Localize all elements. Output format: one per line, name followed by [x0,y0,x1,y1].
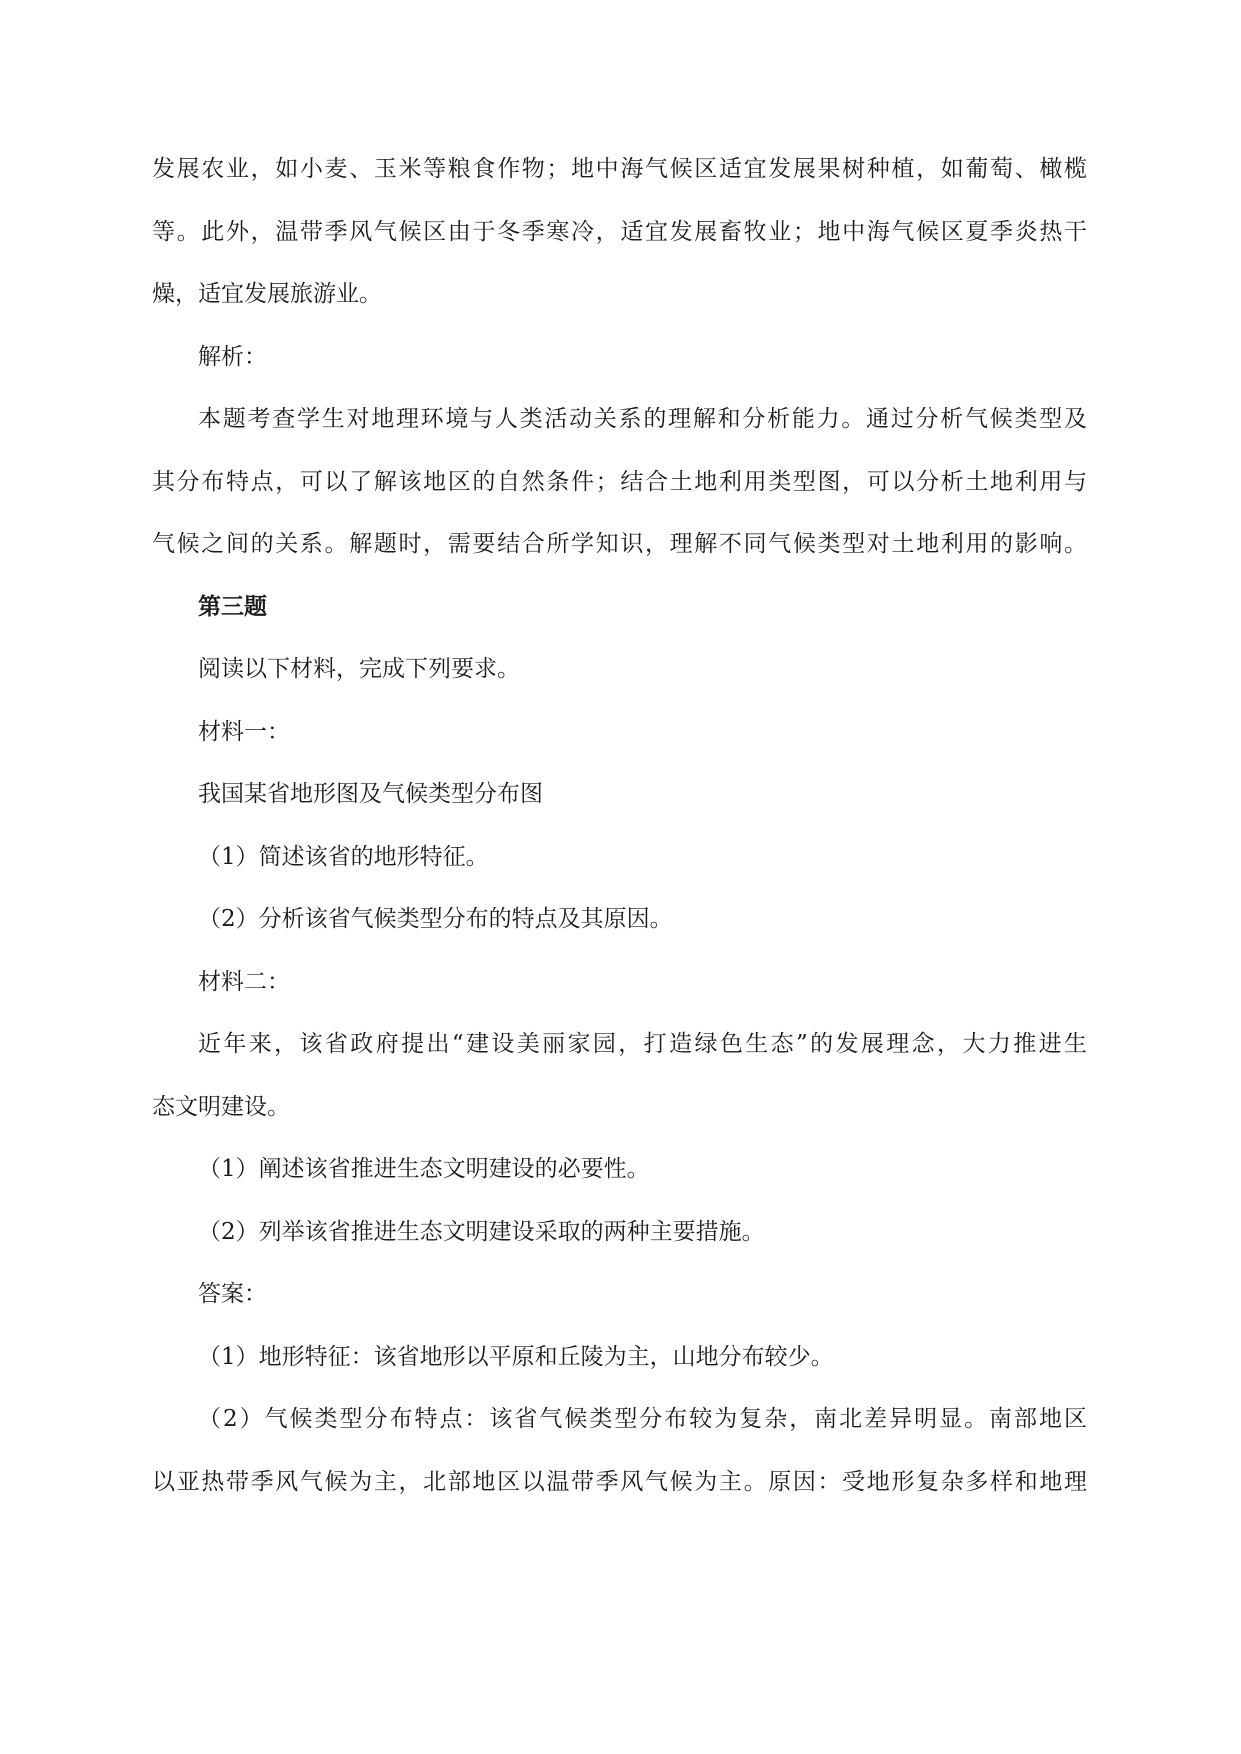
material-one-caption [152,763,1087,826]
text-line: （2）分析该省气候类型分布的特点及其原因。 [198,906,673,932]
instruction-text [152,638,1087,701]
paragraph-continuation [152,138,1087,326]
text-line: （1）阐述该省推进生态文明建设的必要性。 [198,1156,650,1182]
answer-2 [152,1388,1087,1513]
question-1-2 [152,888,1087,951]
paragraph-analysis [152,388,1087,576]
analysis-label [152,326,1087,389]
text-line: 材料一： [198,718,290,745]
document-body [152,138,1087,1513]
heading-text: 第三题 [198,592,267,620]
material-two-text [152,1013,1087,1138]
text-line: 近年来，该省政府提出“建设美丽家园，打造绿色生态”的发展理念，大力推进生 [198,1031,1087,1057]
answer-1 [152,1326,1087,1389]
material-two-label [152,951,1087,1014]
text-line: （1）简述该省的地形特征。 [198,843,489,870]
question-1-1 [152,826,1087,889]
text-line: （1）地形特征：该省地形以平原和丘陵为主，山地分布较少。 [198,1343,834,1370]
material-one-label [152,701,1087,764]
text-line: 阅读以下材料，完成下列要求。 [198,656,520,682]
text-line: 解析： [198,343,267,370]
text-line: （2）列举该省推进生态文明建设采取的两种主要措施。 [198,1218,765,1245]
text-line: 等。此外，温带季风气候区由于冬季寒冷，适宜发展畜牧业；地中海气候区夏季炎热干 [152,218,1087,245]
text-line: 答案： [198,1281,267,1307]
text-line: 以亚热带季风气候为主，北部地区以温带季风气候为主。原因：受地形复杂多样和地理 [152,1468,1087,1495]
question-2-1 [152,1138,1087,1201]
text-line: 本题考查学生对地理环境与人类活动关系的理解和分析能力。通过分析气候类型及 [198,406,1087,432]
text-line: 发展农业，如小麦、玉米等粮食作物；地中海气候区适宜发展果树种植，如葡萄、橄榄 [152,156,1087,182]
section-heading [152,576,1087,639]
text-line: 气候之间的关系。解题时，需要结合所学知识，理解不同气候类型对土地利用的影响。 [152,531,1087,557]
text-line: 我国某省地形图及气候类型分布图 [198,781,543,807]
text-line: 其分布特点，可以了解该地区的自然条件；结合土地利用类型图，可以分析土地利用与 [152,468,1087,495]
text-line: （2）气候类型分布特点：该省气候类型分布较为复杂，南北差异明显。南部地区 [198,1406,1087,1432]
text-line: 材料二： [198,968,290,995]
answer-label [152,1263,1087,1326]
text-line: 态文明建设。 [152,1093,290,1120]
question-2-2 [152,1201,1087,1264]
text-line: 燥，适宜发展旅游业。 [152,281,382,307]
